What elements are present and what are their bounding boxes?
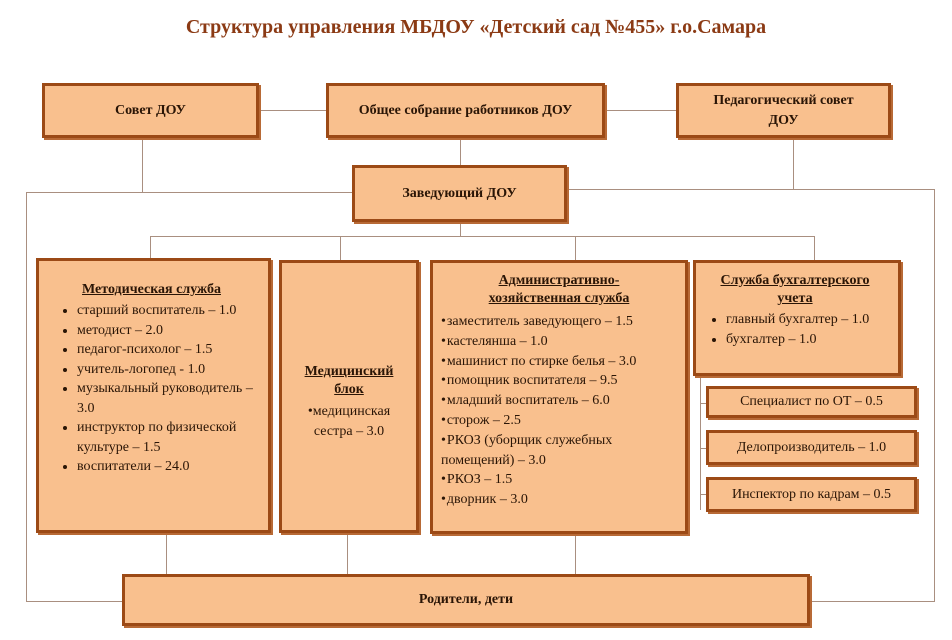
connector: [575, 533, 576, 574]
connector: [700, 375, 701, 510]
head-label: Заведующий ДОУ: [402, 185, 517, 201]
parents-children-label: Родители, дети: [418, 592, 514, 607]
methodical-service-box: [36, 258, 271, 533]
connector: [793, 137, 794, 189]
methodical-service-list: [43, 301, 260, 477]
connector: [150, 236, 151, 259]
hr-inspector-box: [706, 477, 917, 512]
list-item: • РКОЗ (уборщик служебных помещений) – 3.0: [441, 431, 679, 471]
connector: [166, 532, 167, 574]
list-item: • младший воспитатель – 6.0: [441, 391, 679, 411]
list-item: • главный бухгалтер – 1.0: [726, 310, 892, 330]
connector: [604, 110, 676, 111]
connector: [150, 236, 814, 237]
list-item: • заместитель заведующего – 1.5: [441, 312, 679, 332]
list-item: • машинист по стирке белья – 3.0: [441, 352, 679, 372]
pedagogical-council-label: Педагогический совет ДОУ: [713, 92, 854, 128]
connector: [934, 189, 935, 602]
connector: [142, 192, 353, 193]
connector: [460, 137, 461, 165]
accounting-service-title: Служба бухгалтерского учета: [720, 273, 870, 306]
clerk-label: Делопроизводитель – 1.0: [736, 439, 887, 455]
list-item: • педагог-психолог – 1.5: [77, 340, 260, 360]
list-item: • инструктор по физической культуре – 1.5: [77, 418, 260, 457]
connector: [809, 601, 935, 602]
bullet-icon: •: [307, 404, 313, 419]
list-item: • помощник воспитателя – 9.5: [441, 371, 679, 391]
connector: [340, 236, 341, 261]
council-box: [42, 83, 259, 138]
admin-service-box: [430, 260, 688, 534]
accounting-service-list: [698, 310, 892, 349]
medical-block-title: Медицинский блок: [304, 364, 394, 397]
general-assembly-label: Общее собрание работников ДОУ: [358, 102, 573, 118]
list-item: • кастелянша – 1.0: [441, 332, 679, 352]
labor-safety-label: Специалист по ОТ – 0.5: [740, 394, 883, 409]
connector: [566, 189, 794, 190]
accounting-service-box: [693, 260, 901, 376]
connector: [258, 110, 326, 111]
admin-service-title: Административно-хозяйственная служба: [488, 273, 630, 306]
clerk-box: [706, 430, 917, 465]
head-box: [352, 165, 567, 222]
methodical-service-title: Методическая служба: [82, 282, 221, 297]
list-item: • воспитатели – 24.0: [77, 457, 260, 477]
connector: [814, 236, 815, 261]
connector: [26, 192, 27, 602]
connector: [26, 192, 142, 193]
connector: [26, 601, 123, 602]
connector: [575, 236, 576, 261]
list-item: • бухгалтер – 1.0: [726, 330, 892, 350]
connector: [460, 221, 461, 236]
labor-safety-box: [706, 386, 917, 418]
connector: [347, 532, 348, 574]
list-item: • дворник – 3.0: [441, 490, 679, 510]
list-item: • старший воспитатель – 1.0: [77, 301, 260, 321]
list-item: • музыкальный руководитель – 3.0: [77, 379, 260, 418]
list-item: • учитель-логопед - 1.0: [77, 360, 260, 380]
hr-inspector-label: Инспектор по кадрам – 0.5: [731, 486, 892, 502]
admin-service-list: [439, 312, 679, 510]
list-item: • РКОЗ – 1.5: [441, 470, 679, 490]
list-item: •медицинская сестра – 3.0: [307, 404, 391, 439]
council-label: Совет ДОУ: [115, 102, 186, 118]
parents-children-box: [122, 574, 810, 626]
general-assembly-box: [326, 83, 605, 138]
connector: [142, 137, 143, 192]
list-item: • методист – 2.0: [77, 321, 260, 341]
list-item: • сторож – 2.5: [441, 411, 679, 431]
diagram-title: Структура управления МБДОУ «Детский сад №455» г.о.Самара: [185, 16, 767, 38]
connector: [794, 189, 934, 190]
pedagogical-council-box: [676, 83, 891, 138]
medical-block-box: [279, 260, 419, 533]
